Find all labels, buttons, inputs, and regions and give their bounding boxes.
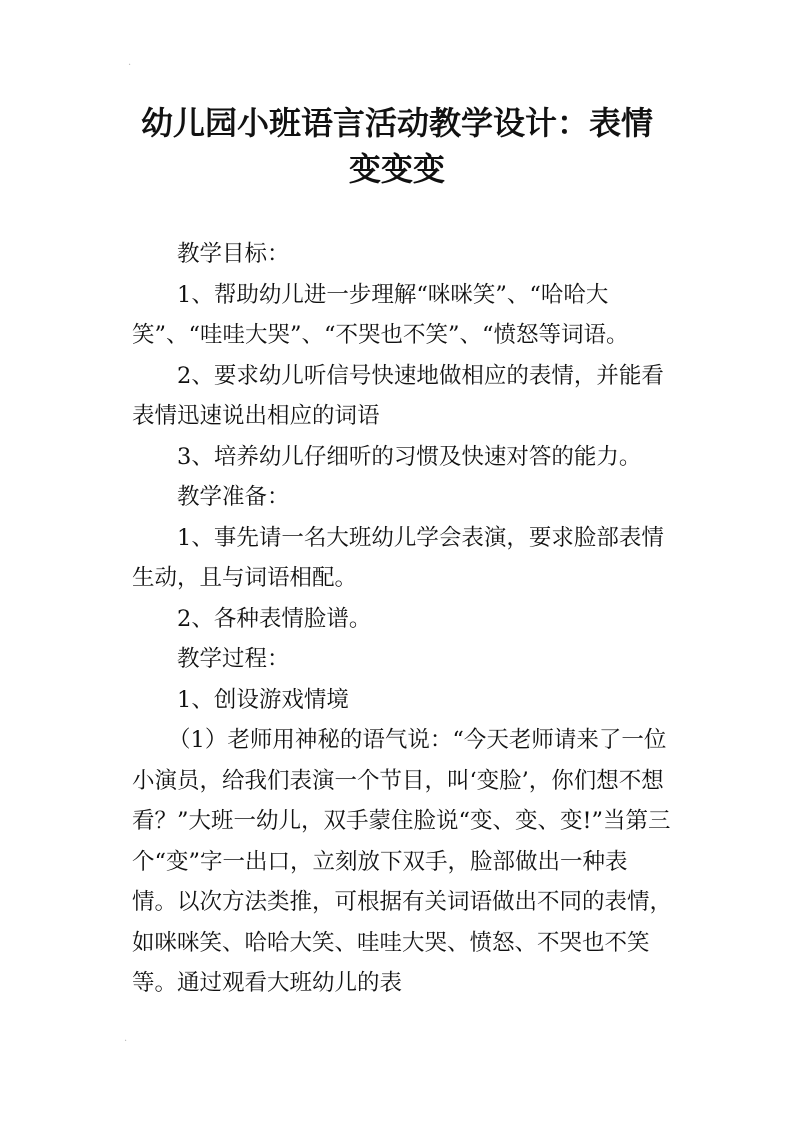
title-line-1: 幼儿园小班语言活动教学设计：表情 bbox=[140, 104, 653, 142]
preparation-item-2: 2、各种表情脸谱。 bbox=[177, 605, 372, 632]
section-heading-goals: 教学目标： bbox=[177, 241, 290, 267]
corner-mark-top: · bbox=[128, 60, 132, 71]
document-title bbox=[130, 100, 664, 192]
goal-item-1: 1、帮助幼儿进一步理解“咪咪笑”、“哈哈大笑”、“哇哇大哭”、“不哭也不笑”、“愤怒等词语。 bbox=[132, 281, 629, 348]
corner-mark-bottom: · bbox=[124, 1036, 128, 1047]
section-heading-process: 教学过程： bbox=[177, 646, 290, 672]
goal-item-2: 2、要求幼儿听信号快速地做相应的表情，并能看表情迅速说出相应的词语 bbox=[132, 362, 664, 429]
goal-item-3: 3、培养幼儿仔细听的习惯及快速对答的能力。 bbox=[177, 443, 642, 470]
preparation-item-1: 1、事先请一名大班幼儿学会表演，要求脸部表情生动，且与词语相配。 bbox=[132, 524, 664, 591]
document-body bbox=[132, 234, 672, 1004]
title-line-2: 变变变 bbox=[348, 150, 445, 188]
process-step-1-detail: （1）老师用神秘的语气说：“今天老师请来了一位小演员，给我们表演一个节目，叫‘变脸’，你们想不想看？”大班一幼儿，双手蒙住脸说“变、变、变!”当第三个“变”字一出口，立刻放下双手，脸部做出一种表情。以次方法类推，可根据有关词语做出不同的表情，如咪咪笑、哈哈大笑、哇哇大哭、愤怒、不哭也不笑等。通过观看大班幼儿的表 bbox=[132, 727, 673, 996]
section-heading-preparation: 教学准备： bbox=[177, 484, 290, 510]
process-step-1: 1、创设游戏情境 bbox=[177, 686, 349, 713]
